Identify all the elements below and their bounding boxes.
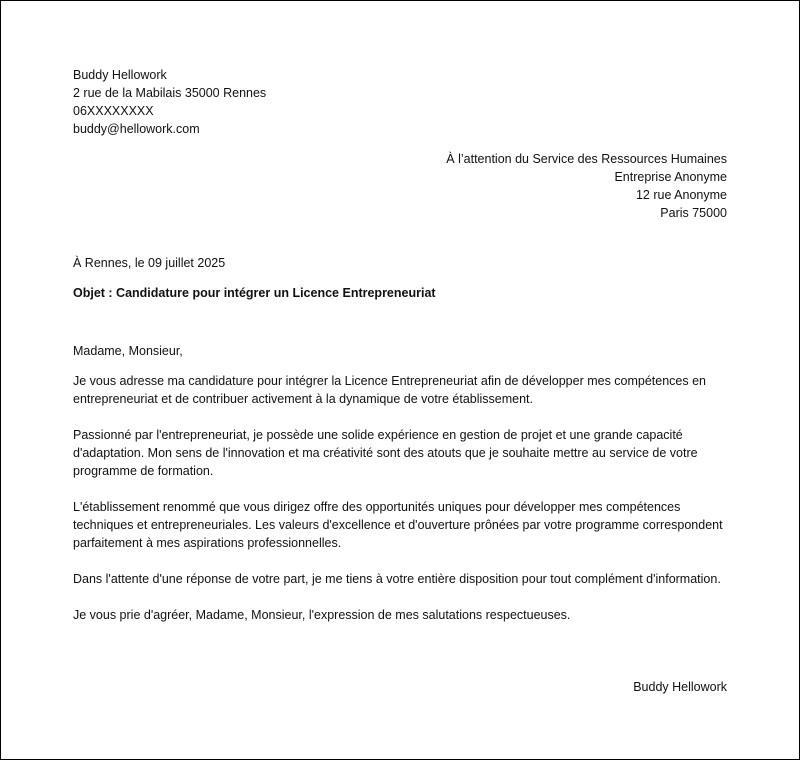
sender-phone: 06XXXXXXXX <box>73 104 154 118</box>
recipient-block <box>327 150 727 222</box>
sender-address: 2 rue de la Mabilais 35000 Rennes <box>73 86 267 100</box>
subject-line: Objet : Candidature pour intégrer un Licence Entrepreneuriat <box>73 286 436 300</box>
sender-email: buddy@hellowork.com <box>73 122 200 136</box>
recipient-company: Entreprise Anonyme <box>614 170 727 184</box>
closing-paragraph: Je vous prie d'agréer, Madame, Monsieur, l'expression de mes salutations respectueuses. <box>73 608 571 622</box>
body-paragraph: Passionné par l'entrepreneuriat, je possède une solide expérience en gestion de projet et une grande capacité d'adaptation. Mon sens de l'innovation et ma créativité sont des atouts que je souhaite mettre au service de votre programme de formation. <box>73 428 698 478</box>
body-paragraph: Dans l'attente d'une réponse de votre part, je me tiens à votre entière disposition pour tout complément d'information. <box>73 572 721 586</box>
body-paragraph: Je vous adresse ma candidature pour intégrer la Licence Entrepreneuriat afin de développer mes compétences en entrepreneuriat et de contribuer activement à la dynamique de votre établissement. <box>73 374 707 406</box>
recipient-city: Paris 75000 <box>660 206 727 220</box>
recipient-attention: À l’attention du Service des Ressources Humaines <box>446 152 727 166</box>
recipient-street: 12 rue Anonyme <box>635 188 727 202</box>
salutation: Madame, Monsieur, <box>73 344 183 358</box>
signature: Buddy Hellowork <box>633 680 727 694</box>
sender-block <box>73 66 473 138</box>
letter-body <box>73 342 729 642</box>
sender-name: Buddy Hellowork <box>73 68 167 82</box>
date-line: À Rennes, le 09 juillet 2025 <box>73 256 226 270</box>
body-paragraph: L'établissement renommé que vous dirigez offre des opportunités uniques pour développer mes compétences techniques et entrepreneuriales. Les valeurs d'excellence et d'ouverture prônées par votre programme correspondent parfaitement à mes aspirations professionnelles. <box>73 500 723 550</box>
